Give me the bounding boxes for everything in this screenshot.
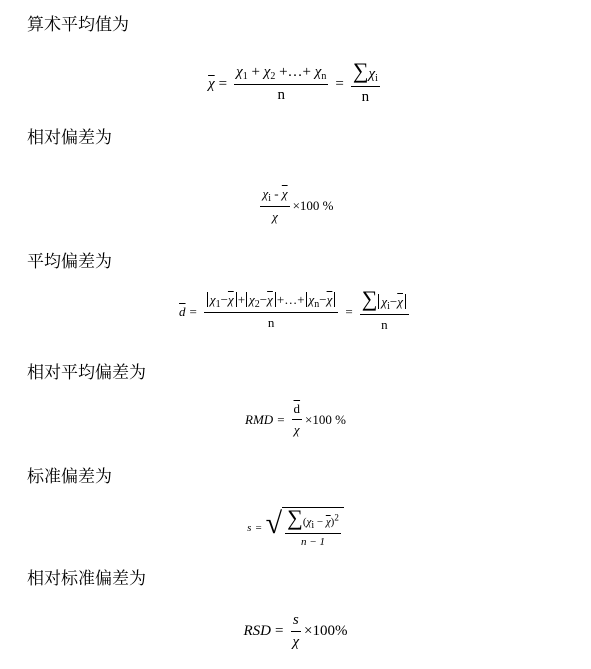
section-heading-relative-mean-deviation: 相对平均偏差为 [27, 363, 146, 383]
formula-relative-standard-deviation: RSD = $\frac{s}{\chi}$ ×100% [243, 612, 348, 650]
section-heading-relative-standard-deviation: 相对标准偏差为 [27, 569, 146, 589]
formula-relative-deviation: $\frac{\chi_i - \overline{\chi}}{\chi}$ ×100 % [262, 186, 334, 224]
section-heading-relative-deviation: 相对偏差为 [27, 128, 112, 148]
formula-standard-deviation: s = √ $\frac{\sum(\chi_i - \overline{\chi})^2}{n - 1}$ [0, 507, 591, 548]
formula-mean-deviation: $\overline{d}$ = $\frac{\chi_1-\overline{\chi} + \chi_2-\overline{\chi} +\dots+ \chi_n-\overline{\chi}}{n}$ = $\frac{\sum \chi_i-\overline{\chi}}{n}$ [0, 290, 591, 333]
section-heading-standard-deviation: 标准偏差为 [27, 467, 112, 487]
section-heading-mean-deviation: 平均偏差为 [27, 252, 112, 272]
sum-symbol: ∑ [352, 58, 369, 83]
chi-bar: $\overline{\chi}$ [208, 75, 215, 92]
section-heading-arithmetic-mean: 算术平均值为 [27, 15, 129, 35]
formula-relative-mean-deviation: RMD = $\frac{\overline{d}}{\chi}$ ×100 % [245, 401, 346, 437]
formula-arithmetic-mean: $\overline{\chi}$ = $\frac{\chi_1 + \chi_2 +\dots+ \chi_n}{n}$ = $\frac{\sum\chi_i}{n}$ [208, 58, 378, 105]
